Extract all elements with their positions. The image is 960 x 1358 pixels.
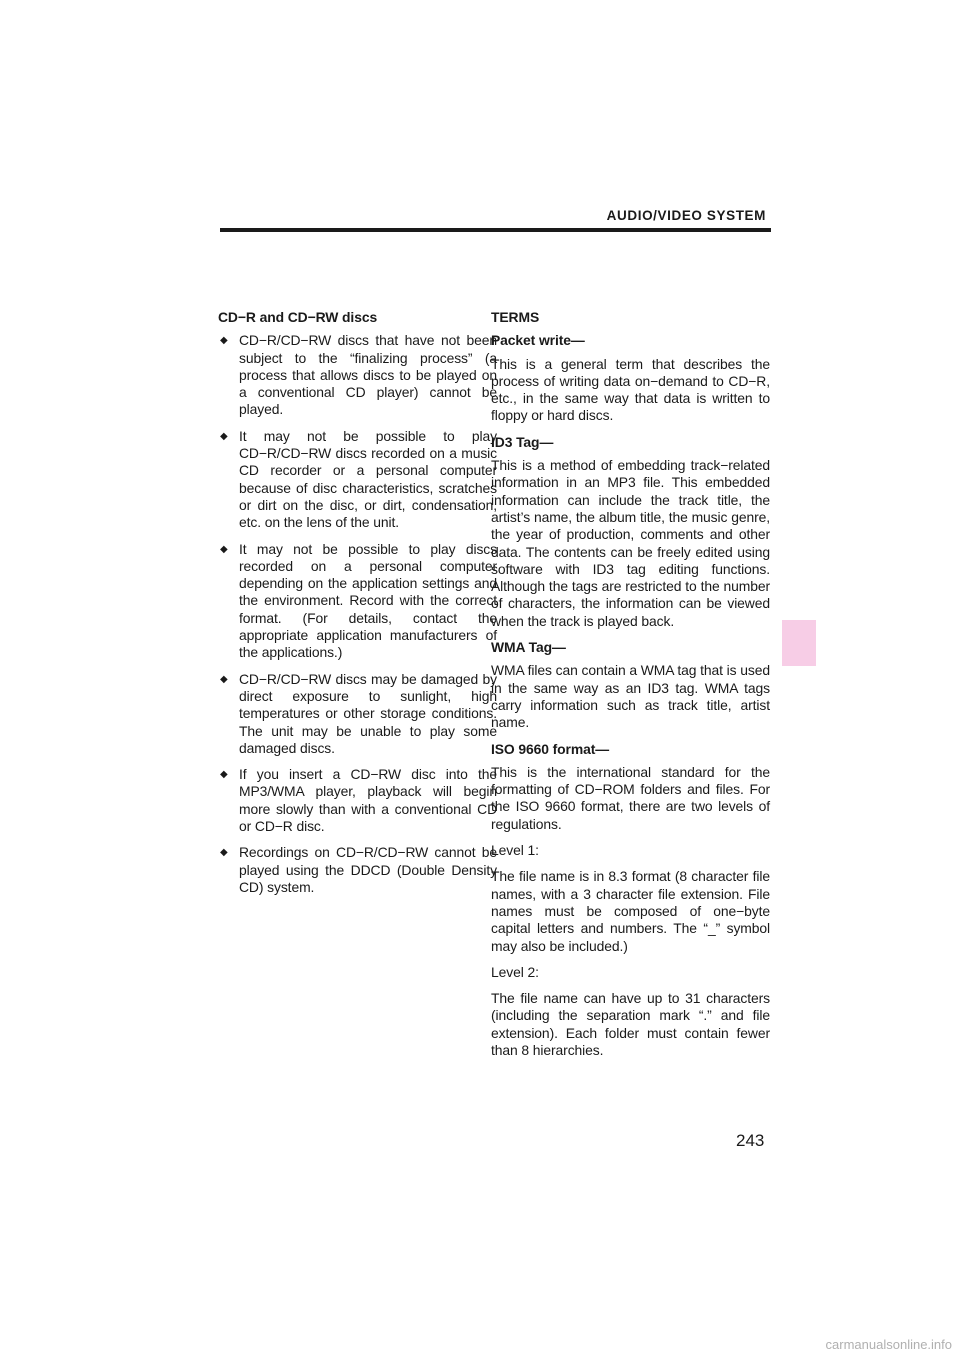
diamond-bullet-icon: ◆ [220,769,228,781]
term-packet-write [491,332,770,424]
term-definition: This is the international standard for the formatting of CD−ROM folders and files. For the ISO 9660 format, there are two levels of regulations. [491,763,770,832]
left-column [218,309,497,905]
list-item [218,671,497,757]
diamond-bullet-icon: ◆ [220,543,228,555]
chapter-tab-marker [782,620,816,666]
term-definition: This is a method of embedding track−related information in an MP3 file. This embedded information can include the track title, the artist’s name, the album title, the music genre, the year of production, comments and other data. The contents can be freely edited using software with ID3 tag editing functions. Although the tags are restricted to the number of characters, the information can be viewed when the track is played back. [491,457,770,629]
level-1-text: The file name is in 8.3 format (8 character file names, with a 3 character file extension. File names must be composed of one−byte capital letters and numbers. The “_” symbol may also be included.) [491,868,770,954]
level-2-text: The file name can have up to 31 characters (including the separation mark “.” and file extension). Each folder must contain fewer than 8 hierarchies. [491,990,770,1058]
list-item [218,428,497,532]
disc-notes-list [218,332,497,896]
list-item [218,541,497,662]
list-item-text: If you insert a CD−RW disc into the MP3/WMA player, playback will begin more slowly than with a conventional CD or CD−R disc. [239,766,497,835]
watermark: carmanualsonline.info [825,1337,952,1352]
list-item-text: CD−R/CD−RW discs that have not been subject to the “finalizing process” (a process that allows discs to be played on a conventional CD player) cannot be played. [239,332,497,418]
diamond-bullet-icon: ◆ [220,430,228,442]
term-definition: This is a general term that describes the process of writing data on−demand to CD−R, etc., in the same way that data is written to floppy or hard discs. [491,355,770,424]
level-2-label: Level 2: [491,963,539,980]
terms-heading: TERMS [491,309,540,325]
diamond-bullet-icon: ◆ [220,847,228,859]
diamond-bullet-icon: ◆ [220,673,228,685]
list-item [218,332,497,418]
list-item-text: Recordings on CD−R/CD−RW cannot be played using the DDCD (Double Density CD) system. [239,844,497,895]
diamond-bullet-icon: ◆ [220,335,228,347]
term-name: ISO 9660 format— [491,740,610,757]
section-title: AUDIO/VIDEO SYSTEM [606,208,766,223]
right-column [491,309,770,1068]
list-item [218,844,497,896]
list-item-text: It may not be possible to play CD−R/CD−RW discs recorded on a music CD recorder or a personal computer because of disc characteristics, scratches or dirt on the disc, or dirt, condensation, etc. on the lens of the unit. [239,427,497,531]
list-item [218,766,497,835]
list-item-text: It may not be possible to play discs recorded on a personal computer depending on the application settings and the environment. Record with the correct format. (For details, contact the appropriate application manufacturers of the applications.) [239,540,497,661]
level-1-label: Level 1: [491,842,539,859]
header-rule [220,228,771,232]
term-name: Packet write— [491,332,585,349]
term-id3-tag [491,434,770,630]
term-name: WMA Tag— [491,639,566,656]
page-number: 243 [736,1131,765,1150]
term-wma-tag [491,639,770,731]
term-name: ID3 Tag— [491,433,554,450]
term-iso-9660 [491,741,770,833]
term-definition: WMA files can contain a WMA tag that is used in the same way as an ID3 tag. WMA tags carry information such as track title, artist name. [491,662,770,731]
list-item-text: CD−R/CD−RW discs may be damaged by direct exposure to sunlight, high temperatures or other storage conditions. The unit may be unable to play some damaged discs. [239,670,497,756]
section-heading-cd-r-rw: CD−R and CD−RW discs [218,309,378,325]
